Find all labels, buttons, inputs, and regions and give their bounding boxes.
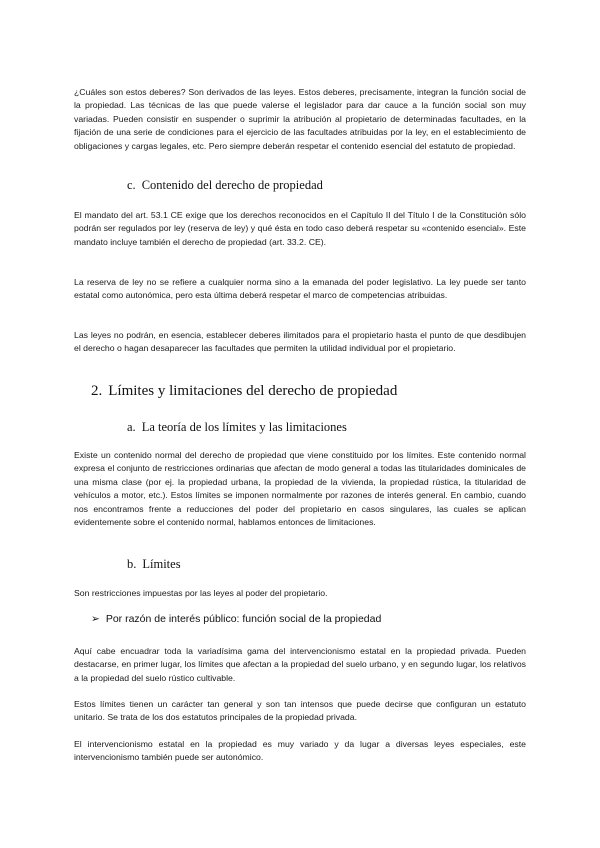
bullet-heading: [91, 613, 381, 625]
paragraph-mandato: El mandato del art. 53.1 CE exige que los derechos reconocidos en el Capítulo II del Título I de la Constitución sólo podrán ser regulados por ley (reserva de ley) y qué ésta en todo caso deberá respetar su «contenido esencial». Este mandato incluye también el derecho de propiedad (art. 33.2. CE).: [74, 210, 526, 247]
heading-a-marker: a.: [127, 420, 136, 434]
paragraph-intervencionismo: Aquí cabe encuadrar toda la variadísima gama del intervencionismo estatal en la propiedad privada. Pueden destacarse, en primer lugar, los límites que afectan a la propiedad del suelo urbano, y en segundo lugar, los relativos a la propiedad del suelo rústico cultivable.: [74, 646, 526, 683]
heading-c: [127, 178, 323, 193]
paragraph-restricciones: Son restricciones impuestas por las leyes al poder del propietario.: [74, 588, 328, 598]
paragraph-variado: El intervencionismo estatal en la propiedad es muy variado y da lugar a diversas leyes especiales, este intervencionismo también puede ser autonómico.: [74, 739, 526, 763]
heading-2-marker: 2.: [91, 383, 103, 399]
heading-c-text: Contenido del derecho de propiedad: [141, 178, 323, 192]
heading-a-text: La teoría de los límites y las limitaciones: [141, 420, 347, 434]
paragraph-estatuto: Estos límites tienen un carácter tan general y son tan intensos que puede decirse que configuran un estatuto unitario. Se trata de los dos estatutos principales de la propiedad privada.: [74, 699, 526, 723]
heading-c-marker: c.: [127, 178, 136, 192]
paragraph-deberes: ¿Cuáles son estos deberes? Son derivados de las leyes. Estos deberes, precisamente, integran la función social de la propiedad. Las técnicas de las que puede valerse el legislador para dar cauce a la función social son muy variadas. Pueden consistir en suspender o suprimir la atribución al propietario de determinadas facultades, en la fijación de una serie de condiciones para el ejercicio de las facultades atribuidas por la ley, en el establecimiento de obligaciones y cargas legales, etc. Pero siempre deberán respetar el contenido esencial del estatuto de propiedad.: [74, 87, 526, 151]
arrow-bullet-icon: ➢: [91, 613, 100, 625]
heading-2: [91, 383, 397, 400]
heading-b-marker: b.: [127, 557, 137, 571]
paragraph-contenido-normal: Existe un contenido normal del derecho de propiedad que viene constituido por los límites. Este contenido normal expresa el conjunto de restricciones ordinarias que afectan de modo general a todas las titularidades dominicales de una misma clase (por ej. la propiedad urbana, la propiedad de la vivienda, la propiedad rústica, la titularidad de vehículos a motor, etc.). Estos límites se imponen normalmente por razones de interés general. En cambio, cuando nos encontramos frente a reducciones del poder del propietario en casos singulares, las cuales se aplican evidentemente sobre el contenido normal, hablamos entonces de limitaciones.: [74, 450, 526, 528]
paragraph-reserva-ley: La reserva de ley no se refiere a cualquier norma sino a la emanada del poder legislativo. La ley puede ser tanto estatal como autonómica, pero esta última deberá respetar el marco de competencias atribuidas.: [74, 277, 526, 301]
heading-2-text: Límites y limitaciones del derecho de propiedad: [108, 383, 398, 399]
heading-a: [127, 420, 347, 435]
paragraph-leyes: Las leyes no podrán, en esencia, establecer deberes ilimitados para el propietario hasta el punto de que desdibujen el derecho o hagan desaparecer las facultades que permiten la utilidad individual por el propietario.: [74, 330, 526, 354]
bullet-heading-text: Por razón de interés público: función social de la propiedad: [105, 613, 382, 625]
heading-b-text: Límites: [142, 557, 181, 571]
heading-b: [127, 557, 181, 572]
